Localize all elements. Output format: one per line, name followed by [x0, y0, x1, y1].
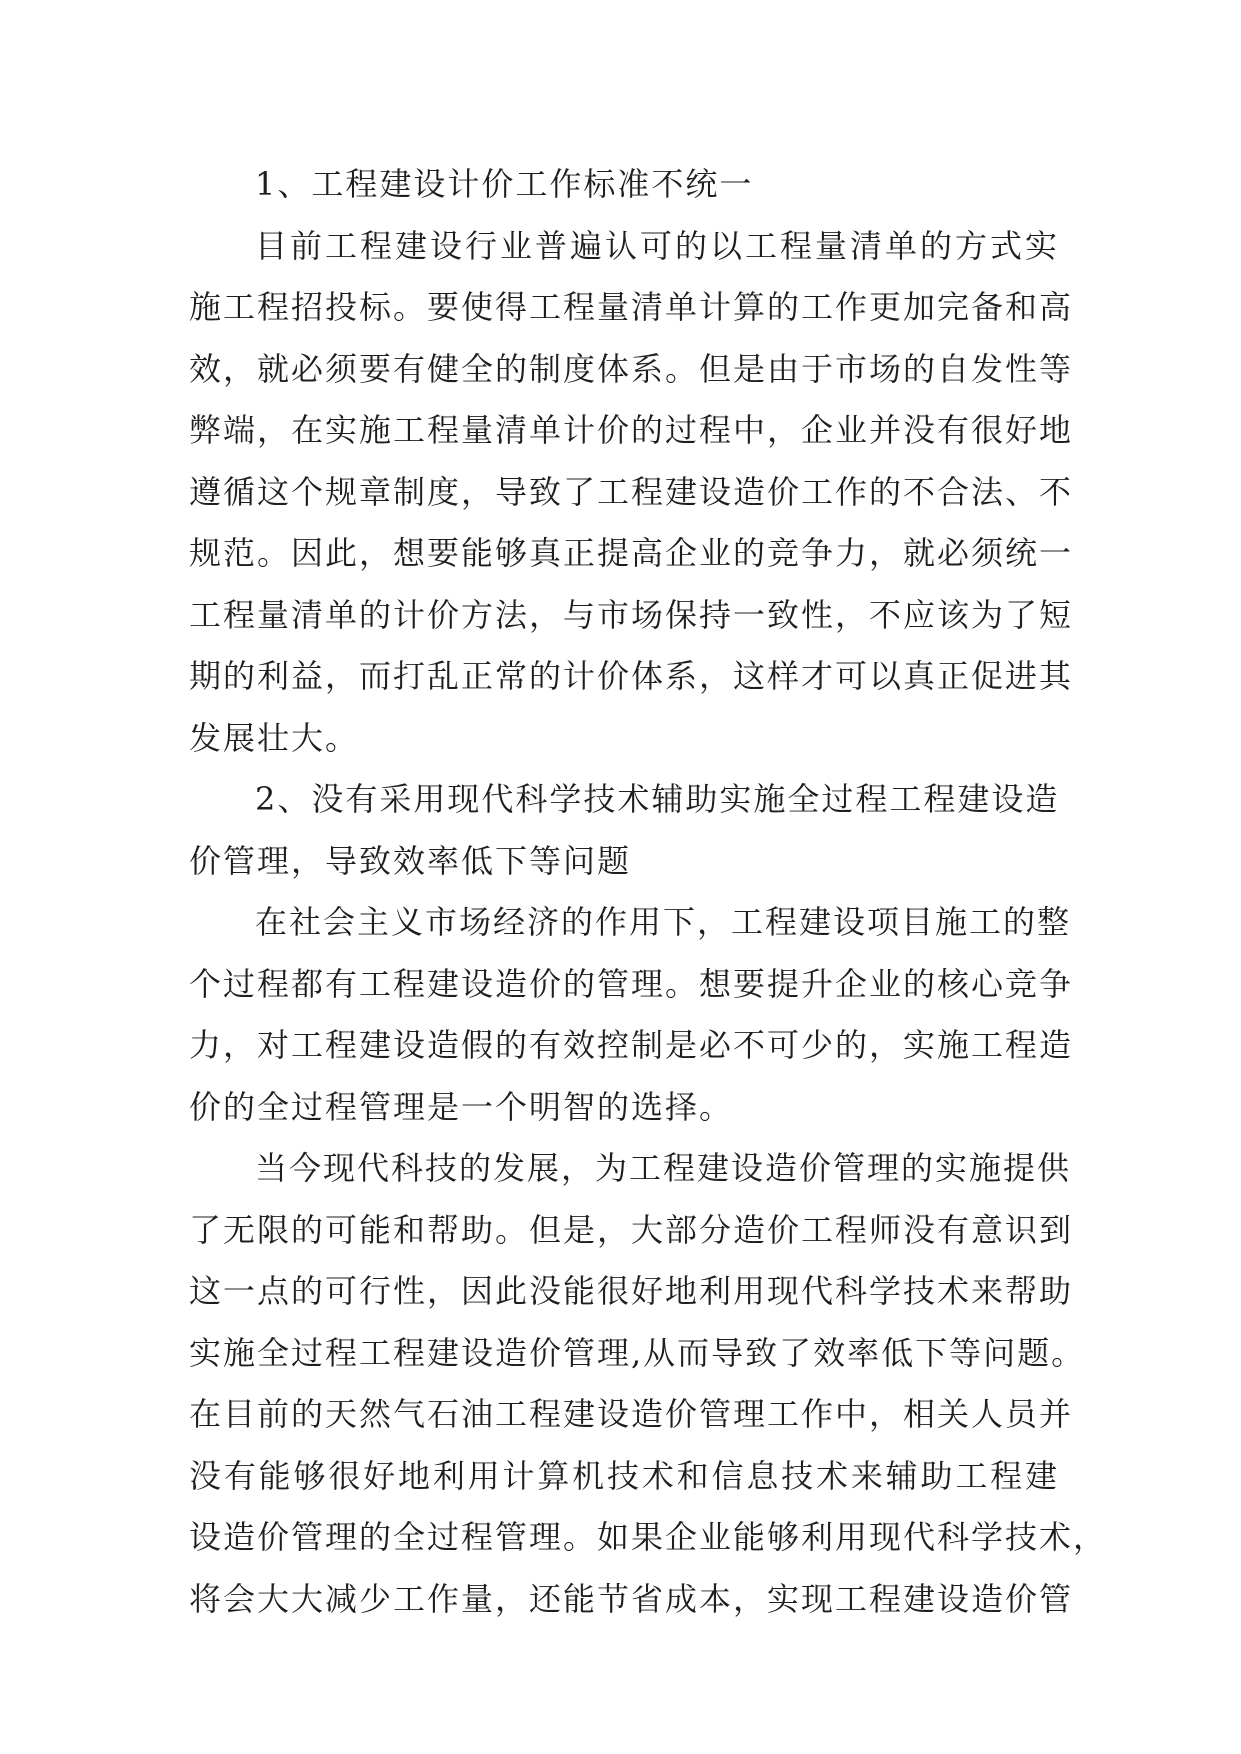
paragraph-line: 在目前的天然气石油工程建设造价管理工作中，相关人员并 [189, 1395, 1074, 1433]
paragraph-line: 将会大大减少工作量，还能节省成本，实现工程建设造价管 [189, 1579, 1074, 1618]
paragraph-line: 个过程都有工程建设造价的管理。想要提升企业的核心竞争 [189, 964, 1074, 1003]
paragraph-line: 发展壮大。 [189, 718, 360, 757]
section-heading-1: 1、工程建设计价工作标准不统一 [255, 165, 754, 203]
paragraph-line: 实施全过程工程建设造价管理,从而导致了效率低下等问题。 [189, 1333, 1086, 1372]
paragraph-line: 规范。因此，想要能够真正提高企业的竞争力，就必须统一 [189, 534, 1074, 572]
paragraph-line: 设造价管理的全过程管理。如果企业能够利用现代科学技术， [189, 1518, 1108, 1556]
paragraph-line: 当今现代科技的发展，为工程建设造价管理的实施提供 [255, 1149, 1072, 1187]
paragraph-line: 目前工程建设行业普遍认可的以工程量清单的方式实 [255, 226, 1059, 265]
body-text [189, 154, 1108, 1630]
paragraph-line: 这一点的可行性，因此没能很好地利用现代科学技术来帮助 [189, 1272, 1074, 1310]
paragraph-line: 效，就必须要有健全的制度体系。但是由于市场的自发性等 [189, 349, 1074, 388]
paragraph-line: 没有能够很好地利用计算机技术和信息技术来辅助工程建 [189, 1456, 1059, 1495]
paragraph-line: 力，对工程建设造假的有效控制是必不可少的，实施工程造 [189, 1026, 1074, 1064]
section-heading-2-continued: 价管理，导致效率低下等问题 [189, 841, 632, 880]
paragraph-line: 期的利益，而打乱正常的计价体系，这样才可以真正促进其 [189, 657, 1074, 695]
paragraph-line: 了无限的可能和帮助。但是，大部分造价工程师没有意识到 [189, 1210, 1074, 1249]
paragraph-line: 施工程招投标。要使得工程量清单计算的工作更加完备和高 [189, 288, 1074, 326]
paragraph-line: 遵循这个规章制度，导致了工程建设造价工作的不合法、不 [189, 472, 1074, 511]
section-heading-2: 2、没有采用现代科学技术辅助实施全过程工程建设造 [255, 780, 1060, 818]
paragraph-line: 弊端，在实施工程量清单计价的过程中，企业并没有很好地 [189, 411, 1074, 449]
paragraph-line: 价的全过程管理是一个明智的选择。 [189, 1087, 734, 1126]
paragraph-line: 在社会主义市场经济的作用下，工程建设项目施工的整 [255, 903, 1072, 941]
paragraph-line: 工程量清单的计价方法，与市场保持一致性，不应该为了短 [189, 595, 1074, 634]
